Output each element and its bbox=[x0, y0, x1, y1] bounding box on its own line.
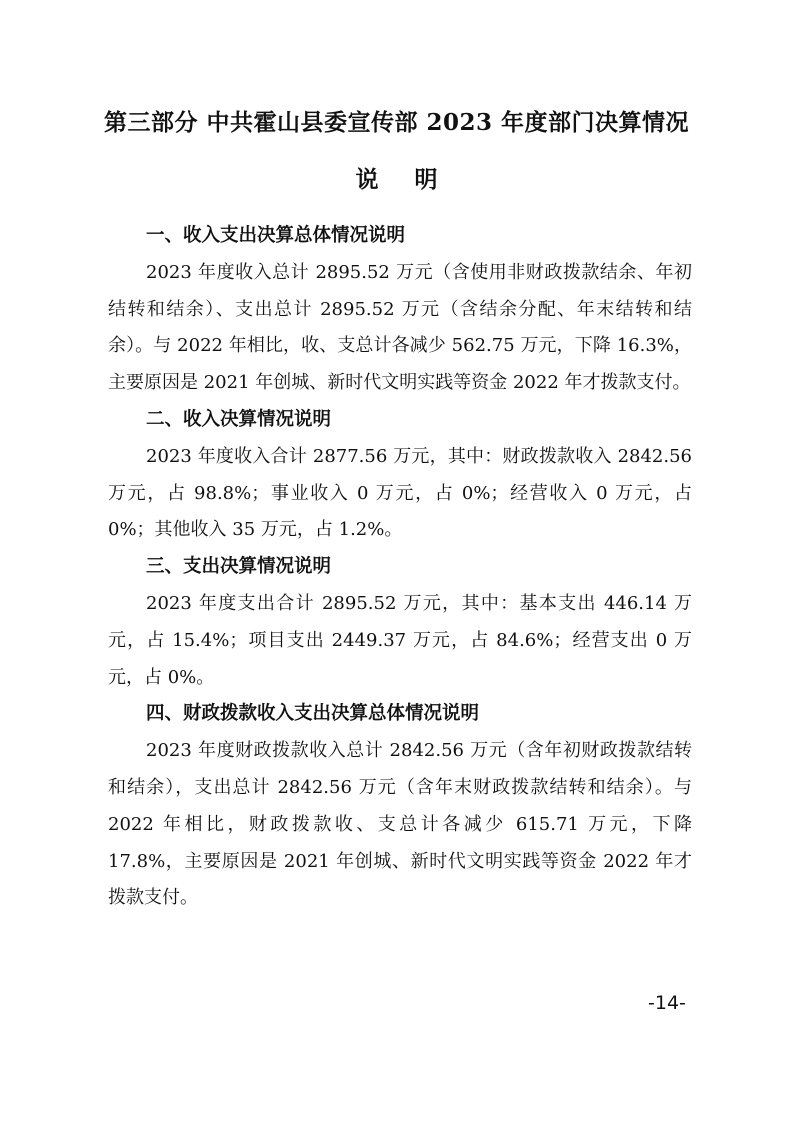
page-title bbox=[0, 104, 793, 194]
page-number: -14- bbox=[648, 992, 686, 1014]
section-3-paragraph: 2023 年度支出合计 2895.52 万元，其中：基本支出 446.14 万元，占 15.4%；项目支出 2449.37 万元，占 84.6%；经营支出 0 万元，占 0%。 bbox=[108, 592, 692, 688]
title-line-1: 第三部分 中共霍山县委宣传部 2023 年度部门决算情况 bbox=[103, 109, 690, 136]
section-2-heading: 二、收入决算情况说明 bbox=[146, 408, 332, 430]
document-body bbox=[108, 218, 692, 917]
section-4-heading: 四、财政拨款收入支出决算总体情况说明 bbox=[146, 703, 480, 725]
section-1-heading: 一、收入支出决算总体情况说明 bbox=[146, 225, 406, 246]
section-2-paragraph: 2023 年度收入合计 2877.56 万元，其中：财政拨款收入 2842.56 万元，占 98.8%；事业收入 0 万元，占 0%；经营收入 0 万元，占 0%；其他收入 35 万元，占 1.2%。 bbox=[108, 445, 692, 541]
section-4-paragraph: 2023 年度财政拨款收入总计 2842.56 万元（含年初财政拨款结转和结余），支出总计 2842.56 万元（含年末财政拨款结转和结余）。与 2022 年相比，财政拨款收、支总计各减少 615.71 万元，下降 17.8%，主要原因是 2021 年创城、新时代文明实践等资金 2022 年才拨款支付。 bbox=[108, 740, 692, 909]
section-3-heading: 三、支出决算情况说明 bbox=[146, 556, 332, 578]
title-line-2: 说明 bbox=[355, 166, 474, 193]
section-1-paragraph: 2023 年度收入总计 2895.52 万元（含使用非财政拨款结余、年初结转和结余）、支出总计 2895.52 万元（含结余分配、年末结转和结余）。与 2022 年相比，收、支总计各减少 562.75 万元，下降 16.3%，主要原因是 2021 年创城、新时代文明实践等资金 2022 年才拨款支付。 bbox=[108, 261, 692, 394]
